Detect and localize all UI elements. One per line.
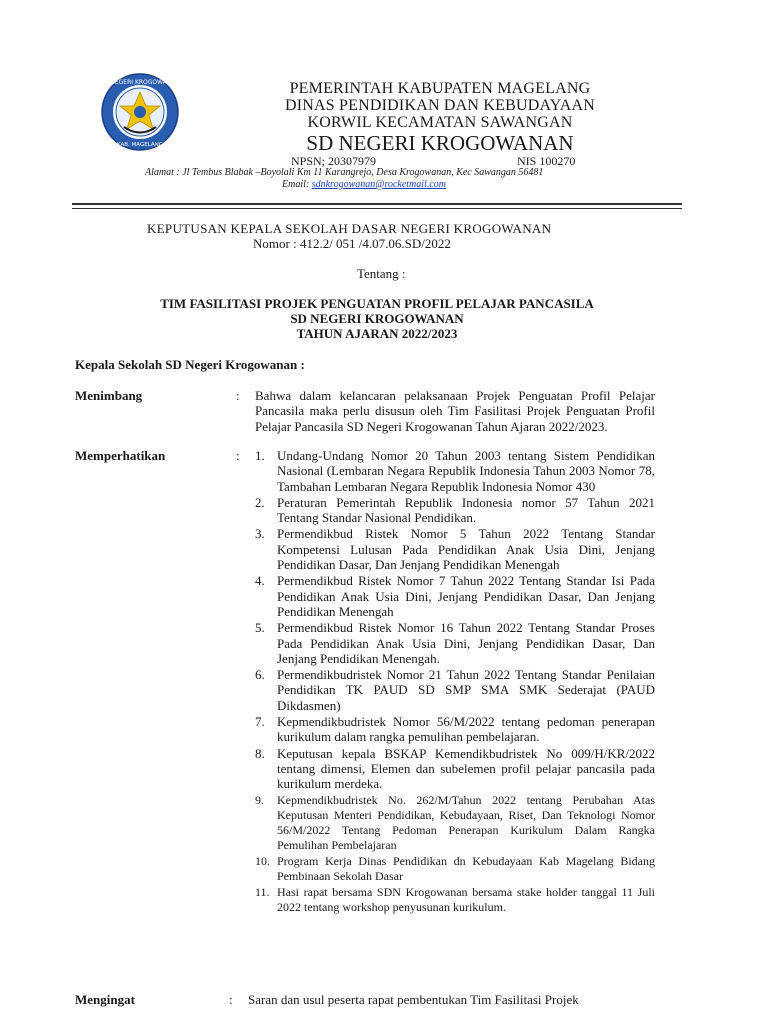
email-link[interactable]: sdnkrogowanan@rocketmail.com [311,179,446,190]
list-item-number: 1. [255,448,265,463]
npsn: NPSN; 20307979 [291,154,377,168]
list-item-number: 7. [255,714,265,730]
list-item-number: 10. [255,853,270,868]
address: Alamat : Jl Tembus Blabak –Boyolali Km 11 Karangrejo, Desa Krogowanan, Kec Sawangan 56481 [145,167,544,178]
list-item [255,526,655,572]
list-item-text: Keputusan kepala BSKAP Kemendikbudristek No 009/H/KR/2022 tentang dimensi, Elemen dan subelemen profil pelajar pancasila pada kurikulum merdeka. [277,745,655,792]
list-item-text: Permendikbudristek Nomor 21 Tahun 2022 Tentang Standar Penilaian Pendidikan TK PAUD SD SMP SMA SMK Sederajat (PAUD Dikdasmen) [277,667,655,713]
letterhead-line-1: PEMERINTAH KABUPATEN MAGELANG [289,80,591,97]
list-item-number: 11. [255,884,270,899]
nis: NIS 100270 [517,154,576,168]
header-rule-thin [72,208,682,209]
list-item-text: Program Kerja Dinas Pendidikan dn Kebudayaan Kab Magelang Bidang Pembinaan Sekolah Dasar [277,853,655,883]
email-label: Email: [282,179,312,190]
list-item-text: Permendikbud Ristek Nomor 7 Tahun 2022 Tentang Standar Isi Pada Pendidikan Anak Usia Dini, Jenjang Pendidikan Dasar, Dan Jenjang Pendidikan Menengah [277,573,655,619]
memperhatikan-colon: : [236,448,240,463]
list-item-text: Hasi rapat bersama SDN Krogowanan bersama stake holder tanggal 11 Juli 2022 tentang workshop penyusunan kurikulum. [277,884,655,914]
logo-text-bottom: KAB. MAGELANG [116,142,164,148]
header-rule-thick [72,203,682,205]
list-item-text: Kepmendikbudristek Nomor 56/M/2022 tentang pedoman penerapan kurikulum dalam rangka pemulihan pembelajaran. [277,714,655,745]
list-item-number: 8. [255,745,265,761]
list-item [255,448,655,494]
school-name: SD NEGERI KROGOWANAN [306,131,574,155]
memperhatikan-list [255,448,655,916]
decree-number: Nomor : 412.2/ 051 /4.07.06.SD/2022 [253,236,451,251]
list-item [255,885,655,915]
list-item [255,620,655,666]
decree-title: KEPUTUSAN KEPALA SEKOLAH DASAR NEGERI KROGOWANAN [147,221,552,236]
list-item [255,495,655,526]
subject-line-2: SD NEGERI KROGOWANAN [290,311,464,326]
list-item-number: 2. [255,494,265,510]
menimbang-label: Menimbang [75,388,143,403]
logo-text-top: SD NEGERI KROGOWANAN [100,79,180,86]
list-item-text: Permendikbud Ristek Nomor 5 Tahun 2022 Tentang Standar Kompetensi Lulusan Pada Pendidikan Anak Usia Dini, Jenjang Pendidikan Dasar, Dan Jenjang Pendidikan Menengah [277,526,655,573]
list-item-text: Kepmendikbudristek No. 262/M/Tahun 2022 tentang Perubahan Atas Keputusan Menteri Pendidikan, Kebudayaan, Riset, Dan Teknologi Nomor 56/M/2022 Tentang Pedoman Penerapan Kurikulum Dalam Rangka Pemulihan Pembelajaran [277,792,655,852]
email-line [282,179,446,190]
head-label: Kepala Sekolah SD Negeri Krogowanan : [75,357,305,372]
letterhead-line-2: DINAS PENDIDIKAN DAN KEBUDAYAAN [284,97,596,114]
list-item-number: 5. [255,620,265,636]
list-item-text: Peraturan Pemerintah Republik Indonesia nomor 57 Tahun 2021 Tentang Standar Nasional Pendidikan. [277,494,655,526]
menimbang-colon: : [236,388,240,403]
list-item-text: Permendikbud Ristek Nomor 16 Tahun 2022 Tentang Standar Proses Pada Pendidikan Anak Usia Dini, Jenjang Pendidikan Dasar, Dan Jenjang Pendidikan Menengah. [277,620,655,666]
list-item-number: 4. [255,573,265,589]
subject-line-1: TIM FASILITASI PROJEK PENGUATAN PROFIL PELAJAR PANCASILA [160,296,594,311]
list-item [255,667,655,713]
subject-line-3: TAHUN AJARAN 2022/2023 [296,326,458,341]
list-item [255,793,655,853]
tentang-label: Tentang : [357,266,406,281]
school-logo [98,72,182,152]
mengingat-text: Saran dan usul peserta rapat pembentukan Tim Fasilitasi Projek [248,992,579,1007]
list-item [255,746,655,792]
list-item [255,854,655,884]
memperhatikan-label: Memperhatikan [75,448,166,463]
mengingat-colon: : [229,992,233,1007]
list-item [255,714,655,745]
list-item-number: 3. [255,526,265,542]
menimbang-text: Bahwa dalam kelancaran pelaksanaan Projek Penguatan Profil Pelajar Pancasila maka perlu disusun oleh Tim Fasilitasi Projek Penguatan Profil Pelajar Pancasila SD Negeri Krogowanan Tahun Ajaran 2022/2023. [255,388,655,434]
list-item-number: 9. [255,792,264,807]
letterhead-line-3: KORWIL KECAMATAN SAWANGAN [307,114,573,131]
list-item [255,573,655,619]
list-item-number: 6. [255,667,265,683]
list-item-text: Undang-Undang Nomor 20 Tahun 2003 tentang Sistem Pendidikan Nasional (Lembaran Negara Republik Indonesia Tahun 2003 Nomor 78, Tambahan Lembaran Negara Republik Indonesia Nomor 430 [277,448,655,494]
mengingat-label: Mengingat [75,992,135,1007]
